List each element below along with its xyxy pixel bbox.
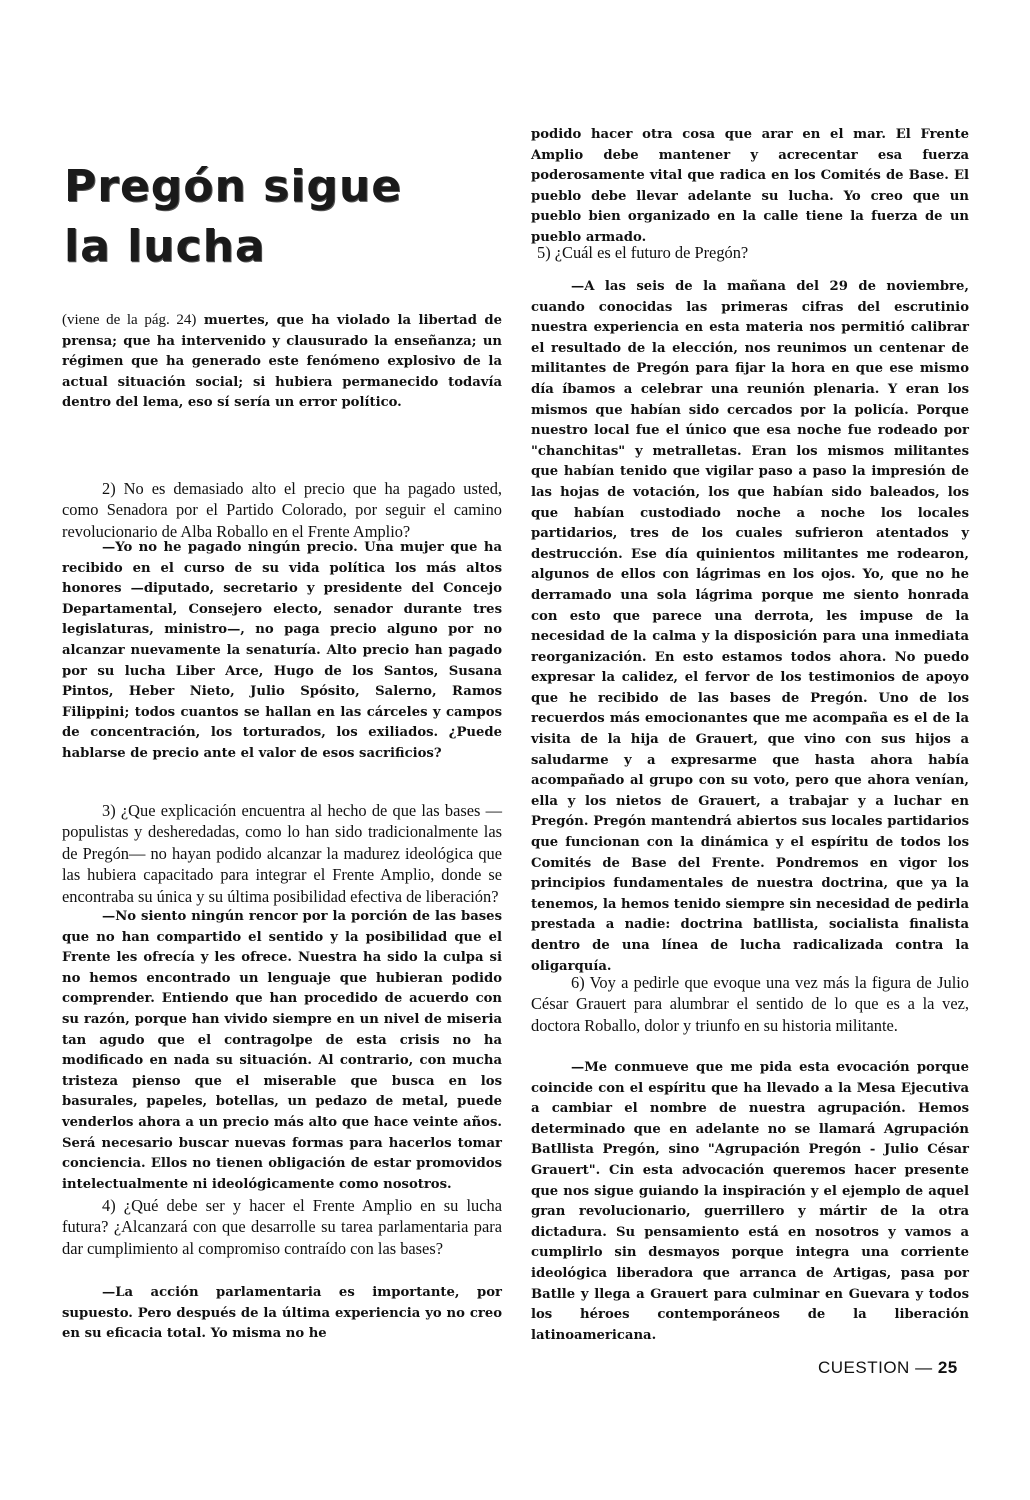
answer-4-continued: podido hacer otra cosa que arar en el mar. El Frente Amplio debe mantener y acrecentar esa fuerza poderosamente vital que radica en los Comités de Base. El pueblo debe llevar adelante su lucha. Yo creo que un pueblo bien organizado en la calle tiene la fuerza de un pueblo armado. bbox=[531, 127, 969, 245]
question-3: 3) ¿Que explicación encuentra al hecho de que las bases —populistas y desheredadas, como lo han sido tradicionalmente las de Pregón— no hayan podido alcanzar la madurez ideológica que las hubiera capacitado para integrar el Frente Amplio, donde se encontraba su única y su última posibilidad efectiva de liberación? bbox=[62, 801, 502, 906]
magazine-name: CUESTION bbox=[818, 1358, 910, 1377]
article-title-line1: Pregón sigue bbox=[64, 161, 403, 212]
question-2: 2) No es demasiado alto el precio que ha pagado usted, como Senadora por el Partido Colorado, por seguir el camino revolucionario de Alba Roballo en el Frente Amplio? bbox=[62, 479, 502, 541]
answer-5: —A las seis de la mañana del 29 de noviembre, cuando conocidas las primeras cifras del escrutinio nuestra experiencia en esta materia nos permitió calibrar el resultado de la elección, nos reunimos un centenar de militantes de Pregón para fijar la hora en que ese mismo día íbamos a celebrar una reunión plenaria. Y eran los mismos que habían sido cercados por la policía. Porque nuestro local fue el único que esa noche fue rodeado por "chanchitas" y metralletas. Eran los mismos militantes que habían tenido que vigilar paso a paso la impresión de las hojas de votación, los que habían sido baleados, los que habían custodiado noche a noche los locales partidarios, tres de los cuales sufrieron atentados y destrucción. Ese día quinientos militantes me rodearon, algunos de ellos con lágrimas en los ojos. Yo, que no he derramado una sola lágrima porque me siento honrada con esto que parece una derrota, les impuse de la necesidad de la calma y la disposición para una inmediata reorganización. En esto estamos todos ahora. No puedo expresar la calidez, el fervor de los testimonios de apoyo que he recibido de las bases de Pregón. Uno de los recuerdos más emocionantes que me acompaña es el de la visita de la hija de Grauert, que vino con sus hijos a saludarme y a expresarme que hasta ahora había acompañado al grupo con su voto, pero que ahora venían, ella y los nietos de Grauert, a trabajar y a luchar en Pregón. Pregón mantendrá abiertos sus locales partidarios que funcionan con la dinámica y el espíritu de todos los Comités de Base del Frente. Pondremos en vigor los principios fundamentales de nuestra doctrina, que ya la tenemos, la hemos tenido siempre sin necesidad de pedirla prestada a nadie: doctrina batllista, socialista finalista dentro de una línea de lucha radicalizada contra la oligarquía. bbox=[531, 279, 969, 974]
continued-from-note: (viene de la pág. 24) bbox=[62, 312, 197, 328]
footer-dash: — bbox=[915, 1358, 933, 1377]
question-5: 5) ¿Cuál es el futuro de Pregón? bbox=[537, 243, 749, 262]
question-4: 4) ¿Qué debe ser y hacer el Frente Amplio en su lucha futura? ¿Alcanzará con que desarrolle su tarea parlamentaria para dar cumplimiento al compromiso contraído con las bases? bbox=[62, 1196, 502, 1258]
page-footer bbox=[818, 1358, 958, 1378]
page-number: 25 bbox=[937, 1358, 958, 1377]
article-title-line2: la lucha bbox=[64, 221, 266, 272]
answer-1-text: muertes, que ha violado la libertad de prensa; que ha intervenido y clausurado la enseñanza; un régimen que ha generado este fenómeno explosivo de la actual situación social; si hubiera permanecido todavía dentro del lema, eso sí sería un error político. bbox=[62, 313, 502, 411]
answer-2: —Yo no he pagado ningún precio. Una mujer que ha recibido en el curso de su vida política los más altos honores —diputado, secretario y presidente del Concejo Departamental, Consejero electo, senador durante tres legislaturas, ministro—, no paga precio alguno por no alcanzar nuevamente la senaturía. Alto precio han pagado por su lucha Liber Arce, Hugo de los Santos, Susana Pintos, Heber Nieto, Julio Spósito, Salerno, Ramos Filippini; todos cuantos se hallan en las cárceles y campos de concentración, los torturados, los exiliados. ¿Puede hablarse de precio ante el valor de esos sacrificios? bbox=[62, 540, 502, 761]
answer-4: —La acción parlamentaria es importante, por supuesto. Pero después de la última experiencia yo no creo en su eficacia total. Yo misma no he bbox=[62, 1285, 502, 1342]
answer-3: —No siento ningún rencor por la porción de las bases que no han compartido el sentido y la posibilidad que el Frente les ofrecía y les ofrece. Nuestra ha sido la culpa si no hemos encontrado un lenguaje que hubieran podido comprender. Entiendo que han procedido de acuerdo con su razón, porque han vivido siempre en un nivel de miseria tan agudo que el contragolpe de esta crisis no ha modificado en nada su situación. Al contrario, con mucha tristeza pienso que el miserable que busca en los basurales, papeles, botellas, un pedazo de metal, puede venderlos ahora a un precio más alto que hace veinte años. Será necesario buscar nuevas formas para hacerlos tomar conciencia. Ellos no tienen obligación de estar promovidos intelectualmente ni ideológicamente como nosotros. bbox=[62, 909, 502, 1192]
answer-6: —Me conmueve que me pida esta evocación porque coincide con el espíritu que ha llevado a la Mesa Ejecutiva a cambiar el nombre de nuestra agrupación. Hemos determinado que en adelante no se llamará Agrupación Batllista Pregón, sino "Agrupación Pregón - Julio César Grauert". Cin esta advocación queremos hacer presente que nos sigue guiando la inspiración y el ejemplo de aquel gran revolucionario, guerrillero y mártir de la otra dictadura. Su pensamiento está en nosotros y vamos a cumplirlo sin desmayos porque integra una corriente ideológica liberadora que arranca de Artigas, pasa por Batlle y llega a Grauert para culminar en Guevara y todos los héroes contemporáneos de la liberación latinoamericana. bbox=[531, 1060, 969, 1343]
answer-1-continued bbox=[62, 310, 502, 414]
question-6: 6) Voy a pedirle que evoque una vez más la figura de Julio César Grauert para alumbrar el sentido de lo que es a la vez, doctora Roballo, dolor y triunfo en su historia militante. bbox=[531, 973, 969, 1035]
